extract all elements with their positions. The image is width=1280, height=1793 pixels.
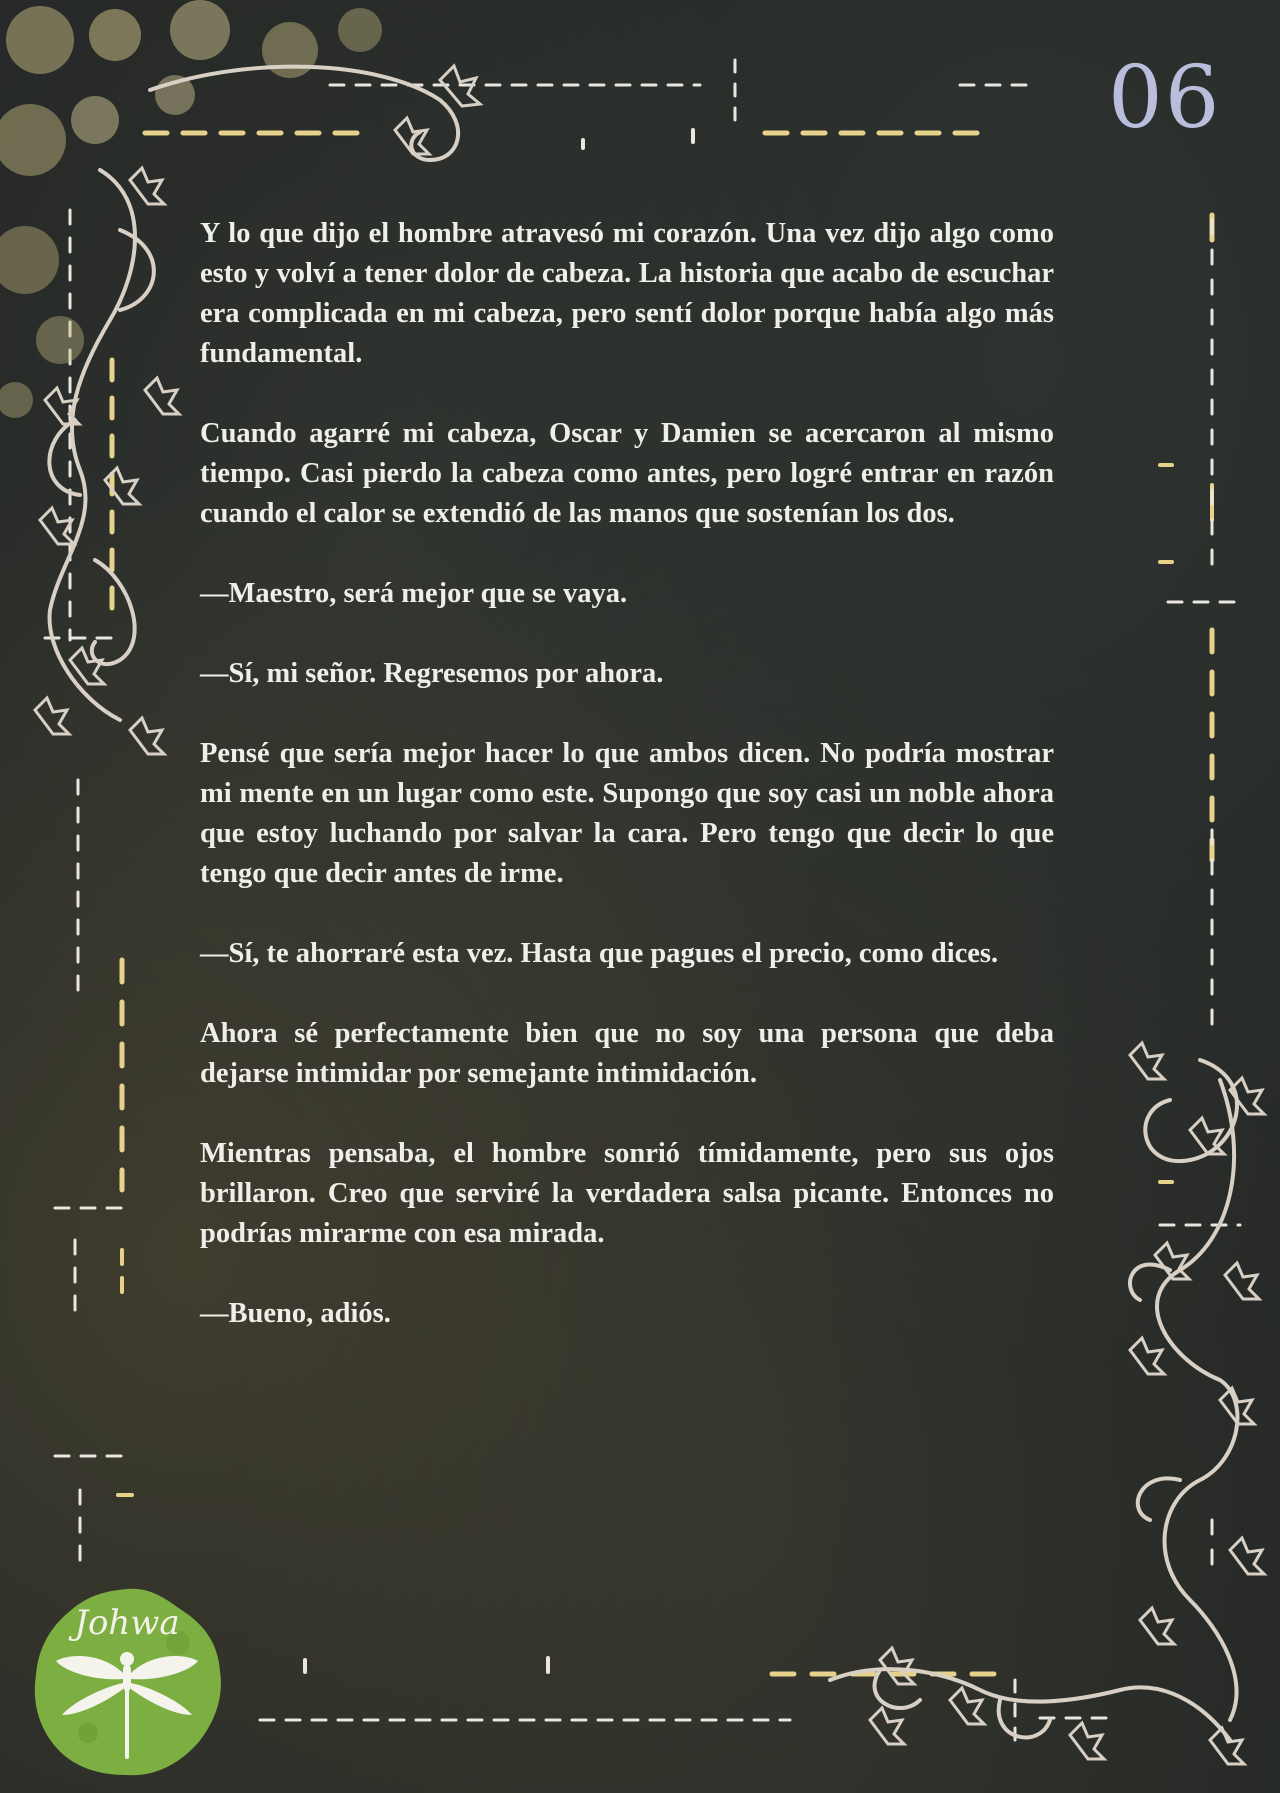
story-text [200,214,1054,1374]
johwa-logo [28,1583,226,1781]
paragraph: Y lo que dijo el hombre atravesó mi corazón. Una vez dijo algo como esto y volví a tener dolor de cabeza. La historia que acabo de escuchar era complicada en mi cabeza, pero sentí dolor porque había algo más fundamental. [200,218,1054,369]
paragraph: Ahora sé perfectamente bien que no soy una persona que deba dejarse intimidar por semejante intimidación. [200,1018,1054,1089]
paragraph: —Bueno, adiós. [200,1298,391,1329]
vine-bottom [830,1669,1230,1740]
logo-label: Johwa [74,1603,180,1643]
paragraph: —Maestro, será mejor que se vaya. [200,578,628,609]
paragraph: Pensé que sería mejor hacer lo que ambos dicen. No podría mostrar mi mente en un lugar como este. Supongo que soy casi un noble ahora que estoy luchando por salvar la cara. Pero tengo que decir lo que tengo que decir antes de irme. [200,738,1054,889]
paragraph: Mientras pensaba, el hombre sonrió tímidamente, pero sus ojos brillaron. Creo que serviré la verdadera salsa picante. Entonces no podrías mirarme con esa mirada. [200,1138,1054,1249]
paragraph: —Sí, mi señor. Regresemos por ahora. [200,658,664,689]
paragraph: Cuando agarré mi cabeza, Oscar y Damien se acercaron al mismo tiempo. Casi pierdo la cabeza como antes, pero logré entrar en razón cuando el calor se extendió de las manos que sostenían los dos. [200,418,1054,529]
dragonfly-icon [52,1645,202,1765]
paragraph: —Sí, te ahorraré esta vez. Hasta que pagues el precio, como dices. [200,938,999,969]
vine-right [1130,1060,1237,1720]
page-number: 06 [1108,48,1222,148]
